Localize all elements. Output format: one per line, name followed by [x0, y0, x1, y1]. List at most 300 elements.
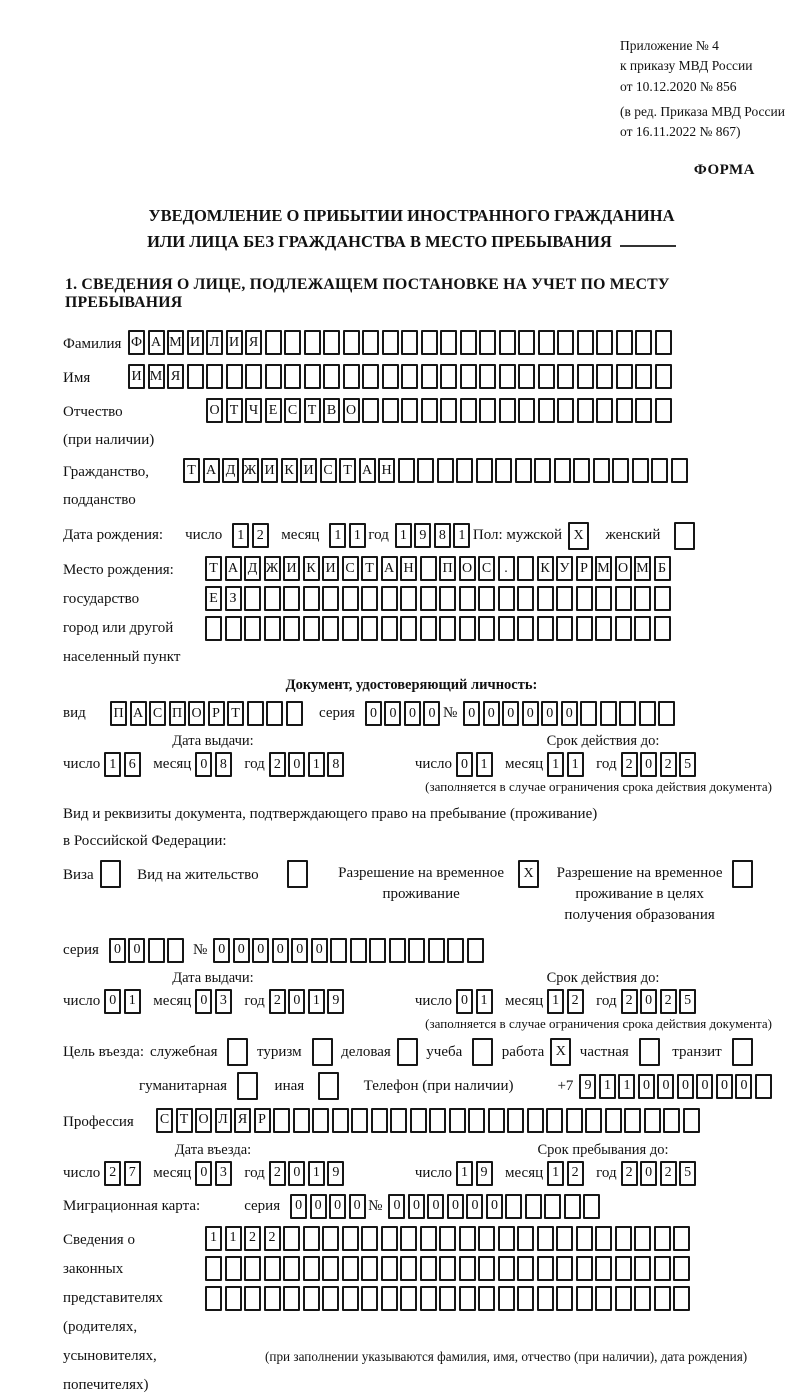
cell-box[interactable]: [595, 1286, 612, 1311]
cell-box[interactable]: И: [226, 330, 243, 355]
cell-box[interactable]: [515, 458, 532, 483]
cell-box[interactable]: [498, 1226, 515, 1251]
cell-box[interactable]: С: [284, 398, 301, 423]
cell-box[interactable]: [460, 398, 477, 423]
cell-box[interactable]: Т: [183, 458, 200, 483]
cell-box[interactable]: [303, 1226, 320, 1251]
cell-box[interactable]: [564, 1194, 581, 1219]
cell-box[interactable]: [342, 1226, 359, 1251]
cell-box[interactable]: [556, 1286, 573, 1311]
cell-box[interactable]: [566, 1108, 583, 1133]
cell-box[interactable]: Я: [167, 364, 184, 389]
cell-box[interactable]: 2: [244, 1226, 261, 1251]
cell-box[interactable]: [612, 458, 629, 483]
cell-box[interactable]: Р: [576, 556, 593, 581]
cell-box[interactable]: [447, 938, 464, 963]
cell-box[interactable]: 1: [308, 1161, 325, 1186]
cell-box[interactable]: [635, 364, 652, 389]
cell-box[interactable]: [439, 1256, 456, 1281]
cell-box[interactable]: [654, 616, 671, 641]
cell-box[interactable]: Д: [244, 556, 261, 581]
cell-box[interactable]: 0: [233, 938, 250, 963]
cell-box[interactable]: [518, 398, 535, 423]
cell-box[interactable]: 0: [388, 1194, 405, 1219]
cell-box[interactable]: 1: [395, 523, 412, 548]
cell-box[interactable]: 0: [456, 989, 473, 1014]
cell-box[interactable]: 3: [215, 1161, 232, 1186]
cell-box[interactable]: Р: [208, 701, 225, 726]
cell-box[interactable]: [596, 398, 613, 423]
cell-box[interactable]: 0: [290, 1194, 307, 1219]
cell-box[interactable]: Ж: [264, 556, 281, 581]
cell-box[interactable]: 0: [677, 1074, 694, 1099]
cell-box[interactable]: [671, 458, 688, 483]
cell-box[interactable]: 0: [522, 701, 539, 726]
cell-box[interactable]: [459, 616, 476, 641]
cell-box[interactable]: 1: [329, 523, 346, 548]
cell-box[interactable]: И: [128, 364, 145, 389]
cell-box[interactable]: 0: [408, 1194, 425, 1219]
cell-box[interactable]: [595, 1256, 612, 1281]
cell-box[interactable]: [459, 586, 476, 611]
cell-box[interactable]: [755, 1074, 772, 1099]
cell-box[interactable]: X: [568, 522, 589, 550]
cell-box[interactable]: 9: [476, 1161, 493, 1186]
cell-box[interactable]: 1: [547, 1161, 564, 1186]
cell-box[interactable]: 1: [225, 1226, 242, 1251]
cell-box[interactable]: 0: [716, 1074, 733, 1099]
cell-box[interactable]: [576, 1256, 593, 1281]
cell-box[interactable]: [673, 1256, 690, 1281]
cell-box[interactable]: [421, 398, 438, 423]
cell-box[interactable]: [674, 522, 695, 550]
cell-box[interactable]: [460, 364, 477, 389]
cell-box[interactable]: [605, 1108, 622, 1133]
cell-box[interactable]: [651, 458, 668, 483]
cell-box[interactable]: [362, 398, 379, 423]
cell-box[interactable]: [100, 860, 121, 888]
cell-box[interactable]: [225, 1256, 242, 1281]
cell-box[interactable]: 5: [679, 752, 696, 777]
cell-box[interactable]: 0: [288, 989, 305, 1014]
cell-box[interactable]: С: [149, 701, 166, 726]
cell-box[interactable]: А: [225, 556, 242, 581]
cell-box[interactable]: [226, 364, 243, 389]
cell-box[interactable]: [417, 458, 434, 483]
cell-box[interactable]: X: [518, 860, 539, 888]
cell-box[interactable]: [537, 1226, 554, 1251]
cell-box[interactable]: [206, 364, 223, 389]
cell-box[interactable]: [420, 1286, 437, 1311]
cell-box[interactable]: 9: [327, 989, 344, 1014]
cell-box[interactable]: [401, 330, 418, 355]
cell-box[interactable]: [467, 938, 484, 963]
cell-box[interactable]: [538, 330, 555, 355]
cell-box[interactable]: [264, 1286, 281, 1311]
cell-box[interactable]: [362, 364, 379, 389]
cell-box[interactable]: 3: [215, 989, 232, 1014]
cell-box[interactable]: 0: [463, 701, 480, 726]
cell-box[interactable]: 0: [349, 1194, 366, 1219]
cell-box[interactable]: [634, 616, 651, 641]
cell-box[interactable]: М: [148, 364, 165, 389]
cell-box[interactable]: [332, 1108, 349, 1133]
cell-box[interactable]: [472, 1038, 493, 1066]
cell-box[interactable]: 0: [657, 1074, 674, 1099]
cell-box[interactable]: [654, 1226, 671, 1251]
cell-box[interactable]: [244, 1286, 261, 1311]
cell-box[interactable]: 2: [660, 989, 677, 1014]
cell-box[interactable]: [304, 364, 321, 389]
cell-box[interactable]: [381, 616, 398, 641]
cell-box[interactable]: [654, 586, 671, 611]
cell-box[interactable]: [538, 398, 555, 423]
cell-box[interactable]: 1: [453, 523, 470, 548]
cell-box[interactable]: [361, 1226, 378, 1251]
cell-box[interactable]: О: [615, 556, 632, 581]
cell-box[interactable]: [398, 458, 415, 483]
cell-box[interactable]: [381, 1256, 398, 1281]
cell-box[interactable]: [401, 398, 418, 423]
cell-box[interactable]: 2: [269, 1161, 286, 1186]
cell-box[interactable]: 0: [310, 1194, 327, 1219]
cell-box[interactable]: [596, 364, 613, 389]
cell-box[interactable]: Я: [245, 330, 262, 355]
cell-box[interactable]: 0: [365, 701, 382, 726]
cell-box[interactable]: Т: [361, 556, 378, 581]
cell-box[interactable]: [303, 1256, 320, 1281]
cell-box[interactable]: Т: [226, 398, 243, 423]
cell-box[interactable]: 5: [679, 989, 696, 1014]
cell-box[interactable]: 2: [264, 1226, 281, 1251]
cell-box[interactable]: О: [343, 398, 360, 423]
cell-box[interactable]: [596, 330, 613, 355]
cell-box[interactable]: 0: [735, 1074, 752, 1099]
cell-box[interactable]: [421, 330, 438, 355]
cell-box[interactable]: [420, 556, 437, 581]
cell-box[interactable]: [600, 701, 617, 726]
cell-box[interactable]: [537, 586, 554, 611]
cell-box[interactable]: [576, 616, 593, 641]
cell-box[interactable]: .: [498, 556, 515, 581]
cell-box[interactable]: [322, 1286, 339, 1311]
cell-box[interactable]: [517, 1286, 534, 1311]
cell-box[interactable]: [498, 1286, 515, 1311]
cell-box[interactable]: 0: [272, 938, 289, 963]
cell-box[interactable]: 2: [567, 1161, 584, 1186]
cell-box[interactable]: 8: [327, 752, 344, 777]
cell-box[interactable]: [577, 398, 594, 423]
cell-box[interactable]: [459, 1286, 476, 1311]
cell-box[interactable]: [303, 616, 320, 641]
cell-box[interactable]: 0: [638, 1074, 655, 1099]
cell-box[interactable]: 0: [195, 989, 212, 1014]
cell-box[interactable]: [440, 330, 457, 355]
cell-box[interactable]: [476, 458, 493, 483]
cell-box[interactable]: 2: [269, 989, 286, 1014]
cell-box[interactable]: 1: [547, 989, 564, 1014]
cell-box[interactable]: К: [281, 458, 298, 483]
cell-box[interactable]: А: [359, 458, 376, 483]
cell-box[interactable]: [351, 1108, 368, 1133]
cell-box[interactable]: 0: [483, 701, 500, 726]
cell-box[interactable]: 0: [486, 1194, 503, 1219]
cell-box[interactable]: [381, 586, 398, 611]
cell-box[interactable]: [654, 1256, 671, 1281]
cell-box[interactable]: [342, 1256, 359, 1281]
cell-box[interactable]: [371, 1108, 388, 1133]
cell-box[interactable]: Л: [206, 330, 223, 355]
cell-box[interactable]: 0: [291, 938, 308, 963]
cell-box[interactable]: [343, 330, 360, 355]
cell-box[interactable]: 2: [621, 989, 638, 1014]
cell-box[interactable]: [580, 701, 597, 726]
cell-box[interactable]: К: [537, 556, 554, 581]
cell-box[interactable]: 1: [205, 1226, 222, 1251]
cell-box[interactable]: [400, 1226, 417, 1251]
cell-box[interactable]: [421, 364, 438, 389]
cell-box[interactable]: Т: [176, 1108, 193, 1133]
cell-box[interactable]: [498, 1256, 515, 1281]
cell-box[interactable]: П: [110, 701, 127, 726]
cell-box[interactable]: М: [634, 556, 651, 581]
cell-box[interactable]: [439, 1226, 456, 1251]
cell-box[interactable]: [499, 330, 516, 355]
cell-box[interactable]: И: [300, 458, 317, 483]
cell-box[interactable]: Р: [254, 1108, 271, 1133]
cell-box[interactable]: [615, 1226, 632, 1251]
cell-box[interactable]: [517, 556, 534, 581]
cell-box[interactable]: [167, 938, 184, 963]
cell-box[interactable]: [312, 1108, 329, 1133]
cell-box[interactable]: [460, 330, 477, 355]
cell-box[interactable]: [350, 938, 367, 963]
cell-box[interactable]: [264, 1256, 281, 1281]
cell-box[interactable]: 0: [502, 701, 519, 726]
cell-box[interactable]: И: [283, 556, 300, 581]
cell-box[interactable]: [546, 1108, 563, 1133]
cell-box[interactable]: З: [225, 586, 242, 611]
cell-box[interactable]: [361, 1256, 378, 1281]
cell-box[interactable]: Ж: [242, 458, 259, 483]
cell-box[interactable]: [283, 1286, 300, 1311]
cell-box[interactable]: [499, 398, 516, 423]
cell-box[interactable]: [264, 586, 281, 611]
cell-box[interactable]: [517, 616, 534, 641]
cell-box[interactable]: [429, 1108, 446, 1133]
cell-box[interactable]: [283, 586, 300, 611]
cell-box[interactable]: Б: [654, 556, 671, 581]
cell-box[interactable]: И: [187, 330, 204, 355]
cell-box[interactable]: [265, 364, 282, 389]
cell-box[interactable]: П: [169, 701, 186, 726]
cell-box[interactable]: [518, 364, 535, 389]
cell-box[interactable]: [283, 616, 300, 641]
cell-box[interactable]: Ч: [245, 398, 262, 423]
cell-box[interactable]: [655, 398, 672, 423]
cell-box[interactable]: [538, 364, 555, 389]
cell-box[interactable]: [663, 1108, 680, 1133]
cell-box[interactable]: [619, 701, 636, 726]
cell-box[interactable]: 1: [308, 989, 325, 1014]
cell-box[interactable]: [459, 1226, 476, 1251]
cell-box[interactable]: [322, 586, 339, 611]
cell-box[interactable]: [303, 586, 320, 611]
cell-box[interactable]: [342, 616, 359, 641]
cell-box[interactable]: [400, 586, 417, 611]
cell-box[interactable]: [420, 586, 437, 611]
cell-box[interactable]: [634, 1226, 651, 1251]
cell-box[interactable]: [635, 330, 652, 355]
cell-box[interactable]: 0: [640, 1161, 657, 1186]
cell-box[interactable]: М: [167, 330, 184, 355]
cell-box[interactable]: [498, 616, 515, 641]
cell-box[interactable]: 0: [104, 989, 121, 1014]
cell-box[interactable]: [322, 1226, 339, 1251]
cell-box[interactable]: 2: [252, 523, 269, 548]
cell-box[interactable]: 1: [232, 523, 249, 548]
cell-box[interactable]: [439, 586, 456, 611]
cell-box[interactable]: [273, 1108, 290, 1133]
cell-box[interactable]: [534, 458, 551, 483]
cell-box[interactable]: К: [303, 556, 320, 581]
cell-box[interactable]: 0: [561, 701, 578, 726]
cell-box[interactable]: 0: [288, 752, 305, 777]
cell-box[interactable]: [732, 1038, 753, 1066]
cell-box[interactable]: [456, 458, 473, 483]
cell-box[interactable]: О: [459, 556, 476, 581]
cell-box[interactable]: [616, 330, 633, 355]
cell-box[interactable]: [293, 1108, 310, 1133]
cell-box[interactable]: [616, 398, 633, 423]
cell-box[interactable]: [634, 1256, 651, 1281]
cell-box[interactable]: [342, 586, 359, 611]
cell-box[interactable]: [499, 364, 516, 389]
cell-box[interactable]: А: [148, 330, 165, 355]
cell-box[interactable]: [244, 616, 261, 641]
cell-box[interactable]: [381, 1286, 398, 1311]
cell-box[interactable]: О: [188, 701, 205, 726]
cell-box[interactable]: [227, 1038, 248, 1066]
cell-box[interactable]: [390, 1108, 407, 1133]
cell-box[interactable]: [266, 701, 283, 726]
cell-box[interactable]: [420, 1226, 437, 1251]
cell-box[interactable]: 0: [466, 1194, 483, 1219]
cell-box[interactable]: [468, 1108, 485, 1133]
cell-box[interactable]: [361, 1286, 378, 1311]
cell-box[interactable]: 9: [579, 1074, 596, 1099]
cell-box[interactable]: М: [595, 556, 612, 581]
cell-box[interactable]: 0: [640, 752, 657, 777]
cell-box[interactable]: 0: [128, 938, 145, 963]
cell-box[interactable]: 0: [427, 1194, 444, 1219]
cell-box[interactable]: [495, 458, 512, 483]
cell-box[interactable]: [237, 1072, 258, 1100]
cell-box[interactable]: [573, 458, 590, 483]
cell-box[interactable]: А: [381, 556, 398, 581]
cell-box[interactable]: [397, 1038, 418, 1066]
cell-box[interactable]: 0: [447, 1194, 464, 1219]
cell-box[interactable]: 1: [456, 1161, 473, 1186]
cell-box[interactable]: [632, 458, 649, 483]
cell-box[interactable]: [732, 860, 753, 888]
cell-box[interactable]: Т: [304, 398, 321, 423]
cell-box[interactable]: 0: [252, 938, 269, 963]
cell-box[interactable]: [655, 364, 672, 389]
cell-box[interactable]: [420, 1256, 437, 1281]
cell-box[interactable]: [517, 1256, 534, 1281]
cell-box[interactable]: [556, 586, 573, 611]
cell-box[interactable]: [323, 364, 340, 389]
cell-box[interactable]: [245, 364, 262, 389]
cell-box[interactable]: [322, 1256, 339, 1281]
cell-box[interactable]: [343, 364, 360, 389]
cell-box[interactable]: [615, 1256, 632, 1281]
cell-box[interactable]: [244, 1256, 261, 1281]
cell-box[interactable]: [318, 1072, 339, 1100]
cell-box[interactable]: [616, 364, 633, 389]
cell-box[interactable]: С: [478, 556, 495, 581]
cell-box[interactable]: [400, 1286, 417, 1311]
cell-box[interactable]: [478, 616, 495, 641]
cell-box[interactable]: [478, 586, 495, 611]
cell-box[interactable]: [440, 364, 457, 389]
cell-box[interactable]: 0: [195, 752, 212, 777]
cell-box[interactable]: [673, 1226, 690, 1251]
cell-box[interactable]: Т: [205, 556, 222, 581]
cell-box[interactable]: [557, 364, 574, 389]
cell-box[interactable]: [187, 364, 204, 389]
cell-box[interactable]: 5: [679, 1161, 696, 1186]
cell-box[interactable]: С: [342, 556, 359, 581]
cell-box[interactable]: 9: [414, 523, 431, 548]
cell-box[interactable]: 2: [621, 752, 638, 777]
cell-box[interactable]: [577, 330, 594, 355]
cell-box[interactable]: [615, 586, 632, 611]
cell-box[interactable]: [420, 616, 437, 641]
cell-box[interactable]: [330, 938, 347, 963]
cell-box[interactable]: 1: [547, 752, 564, 777]
cell-box[interactable]: [644, 1108, 661, 1133]
cell-box[interactable]: [312, 1038, 333, 1066]
cell-box[interactable]: [658, 701, 675, 726]
cell-box[interactable]: [556, 1256, 573, 1281]
cell-box[interactable]: 0: [404, 701, 421, 726]
cell-box[interactable]: Я: [234, 1108, 251, 1133]
cell-box[interactable]: [478, 1256, 495, 1281]
cell-box[interactable]: [439, 1286, 456, 1311]
cell-box[interactable]: [244, 586, 261, 611]
cell-box[interactable]: У: [556, 556, 573, 581]
cell-box[interactable]: [595, 586, 612, 611]
cell-box[interactable]: [498, 586, 515, 611]
cell-box[interactable]: [205, 1286, 222, 1311]
cell-box[interactable]: [537, 1286, 554, 1311]
cell-box[interactable]: X: [550, 1038, 571, 1066]
cell-box[interactable]: [449, 1108, 466, 1133]
cell-box[interactable]: 0: [329, 1194, 346, 1219]
cell-box[interactable]: И: [322, 556, 339, 581]
cell-box[interactable]: [518, 330, 535, 355]
cell-box[interactable]: [361, 586, 378, 611]
cell-box[interactable]: С: [156, 1108, 173, 1133]
cell-box[interactable]: Е: [265, 398, 282, 423]
cell-box[interactable]: О: [195, 1108, 212, 1133]
cell-box[interactable]: 7: [124, 1161, 141, 1186]
cell-box[interactable]: [654, 1286, 671, 1311]
cell-box[interactable]: [400, 1256, 417, 1281]
cell-box[interactable]: [283, 1226, 300, 1251]
